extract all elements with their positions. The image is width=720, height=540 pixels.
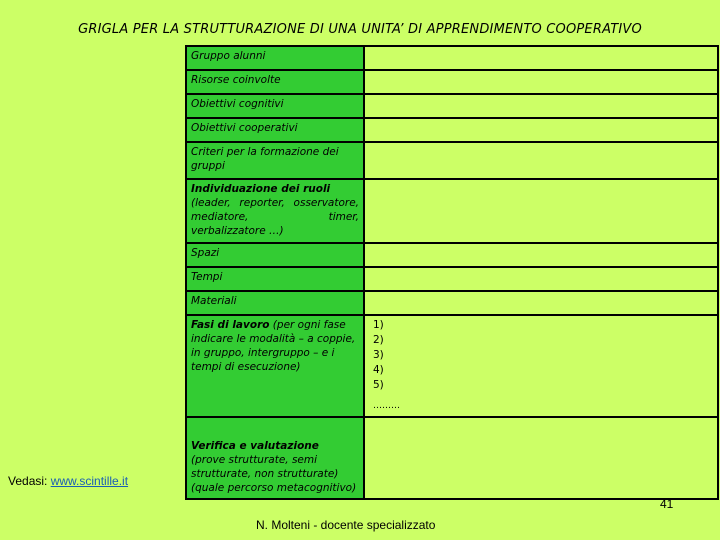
fasi-step-2: 2) <box>373 334 384 346</box>
row-value-ruoli[interactable] <box>364 179 718 243</box>
table-row <box>186 267 718 291</box>
row-label-obiettivi-cognitivi: Obiettivi cognitivi <box>186 94 364 118</box>
row-label-verifica <box>186 417 364 499</box>
ruoli-text: (leader, reporter, osservatore, mediatore, timer, verbalizzatore …) <box>191 197 359 237</box>
fasi-steps <box>369 318 713 414</box>
row-value-obiettivi-cognitivi[interactable] <box>364 94 718 118</box>
row-label-fasi <box>186 315 364 417</box>
vedasi-label: Vedasi: <box>8 474 51 488</box>
row-label-gruppo: Gruppo alunni <box>186 46 364 70</box>
table-row <box>186 315 718 417</box>
row-value-obiettivi-cooperativi[interactable] <box>364 118 718 142</box>
row-value-verifica[interactable] <box>364 417 718 499</box>
fasi-title: Fasi di lavoro <box>191 319 270 331</box>
verifica-text: (prove strutturate, semi strutturate, non strutturate) (quale percorso metacognitivo) <box>191 454 357 494</box>
fasi-text: (per ogni fase indicare le modalità – a coppie, in gruppo, intergruppo – e i tempi di esecuzione) <box>191 319 356 373</box>
table-row <box>186 118 718 142</box>
table-row <box>186 70 718 94</box>
table-row <box>186 46 718 70</box>
row-value-fasi[interactable] <box>364 315 718 417</box>
row-label-criteri: Criteri per la formazione dei gruppi <box>186 142 364 179</box>
row-label-spazi: Spazi <box>186 243 364 267</box>
table-row <box>186 291 718 315</box>
table-row <box>186 417 718 499</box>
row-value-tempi[interactable] <box>364 267 718 291</box>
row-label-materiali: Materiali <box>186 291 364 315</box>
row-label-tempi: Tempi <box>186 267 364 291</box>
row-value-materiali[interactable] <box>364 291 718 315</box>
table-row <box>186 179 718 243</box>
fasi-step-3: 3) <box>373 349 384 361</box>
row-label-ruoli <box>186 179 364 243</box>
fasi-step-4: 4) <box>373 364 384 376</box>
row-value-spazi[interactable] <box>364 243 718 267</box>
fasi-step-1: 1) <box>373 319 384 331</box>
page-title: GRIGLA PER LA STRUTTURAZIONE DI UNA UNITA’ DI APPRENDIMENTO COOPERATIVO <box>78 22 642 37</box>
row-value-criteri[interactable] <box>364 142 718 179</box>
vedasi-note <box>8 474 128 488</box>
grid-table <box>185 45 719 500</box>
footer-author: N. Molteni - docente specializzato <box>256 518 436 532</box>
table-row <box>186 243 718 267</box>
table-row <box>186 94 718 118</box>
fasi-step-ellipsis: ……… <box>373 401 400 411</box>
page-number: 41 <box>660 497 674 511</box>
verifica-title: Verifica e valutazione <box>191 440 319 452</box>
row-value-risorse[interactable] <box>364 70 718 94</box>
row-label-risorse: Risorse coinvolte <box>186 70 364 94</box>
row-value-gruppo[interactable] <box>364 46 718 70</box>
ruoli-title: Individuazione dei ruoli <box>191 183 331 195</box>
scintille-link[interactable]: www.scintille.it <box>50 474 129 488</box>
table-row <box>186 142 718 179</box>
fasi-step-5: 5) <box>373 379 384 391</box>
row-label-obiettivi-cooperativi: Obiettivi cooperativi <box>186 118 364 142</box>
